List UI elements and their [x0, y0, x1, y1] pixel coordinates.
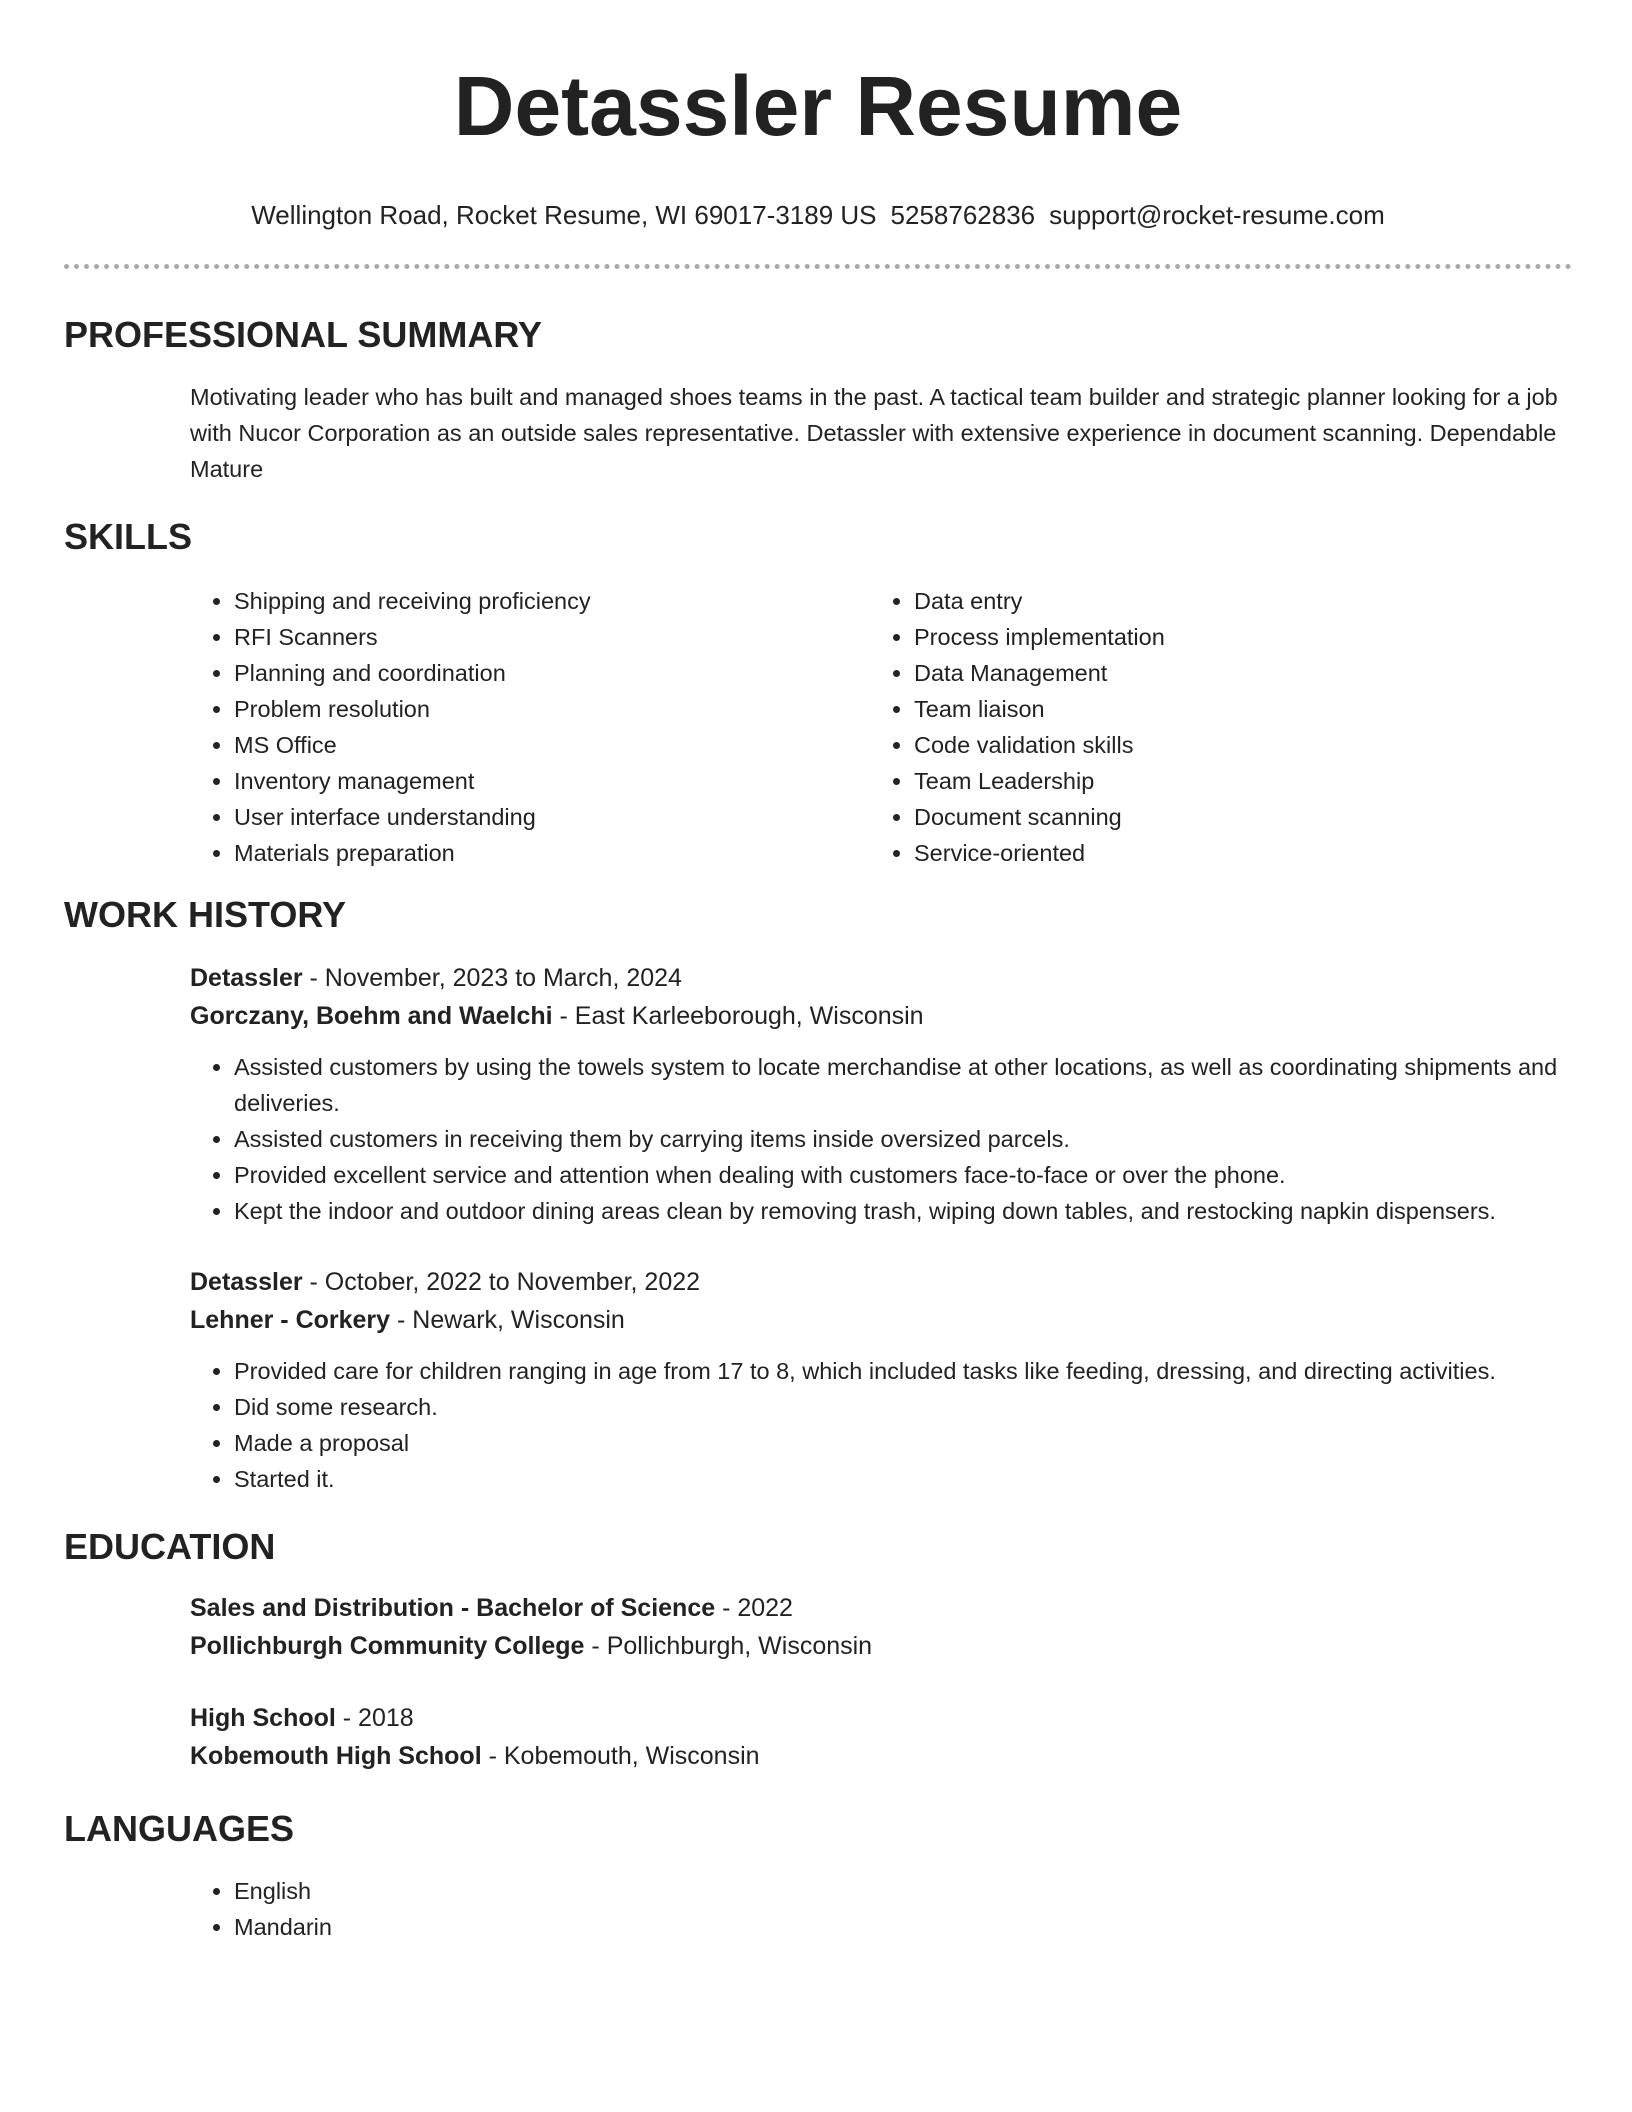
- languages-list: [190, 1873, 1572, 1945]
- education-degree: Sales and Distribution - Bachelor of Science: [190, 1594, 716, 1622]
- skill-item: • Materials preparation: [234, 835, 870, 871]
- skill-item: • MS Office: [234, 727, 870, 763]
- contact-address: Wellington Road, Rocket Resume, WI 69017-3189 US: [251, 200, 877, 230]
- contact-line: [64, 198, 1572, 232]
- summary-heading: PROFESSIONAL SUMMARY: [64, 314, 543, 355]
- education-school: Pollichburgh Community College: [190, 1632, 585, 1660]
- skills-section: [64, 515, 1572, 871]
- job-bullet: • Provided care for children ranging in age from 17 to 8, which included tasks like feeding, dressing, and directing activities.: [234, 1353, 1572, 1389]
- education-location: Pollichburgh, Wisconsin: [606, 1632, 873, 1660]
- job-bullet: • Assisted customers by using the towels system to locate merchandise at other locations, as well as coordinating shipments and deliveries.: [234, 1049, 1572, 1121]
- skill-item: • User interface understanding: [234, 799, 870, 835]
- job-dates: October, 2022 to November, 2022: [324, 1268, 701, 1296]
- resume-title: Detassler Resume: [453, 59, 1183, 153]
- work-section: [64, 893, 1572, 1497]
- job-entry: [190, 1263, 1572, 1497]
- skill-item: • Process implementation: [914, 619, 1550, 655]
- contact-email: support@rocket-resume.com: [1049, 200, 1385, 230]
- job-dates: November, 2023 to March, 2024: [324, 964, 682, 992]
- skill-item: • Service-oriented: [914, 835, 1550, 871]
- job-entry: [190, 959, 1572, 1229]
- job-title-line: Detassler - November, 2023 to March, 2024: [190, 964, 682, 992]
- job-role: Detassler: [190, 964, 303, 992]
- education-degree: High School: [190, 1704, 336, 1732]
- job-location: East Karleeborough, Wisconsin: [574, 1002, 924, 1030]
- job-title-line: Detassler - October, 2022 to November, 2022: [190, 1268, 701, 1296]
- job-bullet: • Made a proposal: [234, 1425, 1572, 1461]
- education-entry: [190, 1699, 1572, 1775]
- skills-heading: SKILLS: [64, 516, 193, 557]
- skills-left-list: [190, 583, 870, 871]
- job-bullet: • Did some research.: [234, 1389, 1572, 1425]
- education-entry: [190, 1589, 1572, 1665]
- work-heading: WORK HISTORY: [64, 894, 347, 935]
- languages-heading: LANGUAGES: [64, 1808, 295, 1849]
- summary-text: Motivating leader who has built and managed shoes teams in the past. A tactical team builder and strategic planner looking for a job with Nucor Corporation as an outside sales representative. Detassler with extensive experience in document scanning. Dependable Mature: [190, 384, 1558, 482]
- skill-item: • RFI Scanners: [234, 619, 870, 655]
- header-divider: [64, 264, 1572, 269]
- education-location: Kobemouth, Wisconsin: [503, 1742, 760, 1770]
- job-bullets: [190, 1049, 1572, 1229]
- skill-item: • Code validation skills: [914, 727, 1550, 763]
- job-employer: Gorczany, Boehm and Waelchi: [190, 1002, 553, 1030]
- education-school-line: Pollichburgh Community College - Pollichburgh, Wisconsin: [190, 1632, 873, 1660]
- contact-phone: 5258762836: [890, 200, 1036, 230]
- skill-item: • Document scanning: [914, 799, 1550, 835]
- summary-section: [64, 313, 1572, 487]
- job-bullets: [190, 1353, 1572, 1497]
- education-year: 2018: [358, 1704, 414, 1732]
- job-bullet: • Kept the indoor and outdoor dining areas clean by removing trash, wiping down tables, and restocking napkin dispensers.: [234, 1193, 1572, 1229]
- job-role: Detassler: [190, 1268, 303, 1296]
- job-bullet: • Started it.: [234, 1461, 1572, 1497]
- education-heading: EDUCATION: [64, 1526, 276, 1567]
- skill-item: • Data Management: [914, 655, 1550, 691]
- job-bullet: • Provided excellent service and attention when dealing with customers face-to-face or over the phone.: [234, 1157, 1572, 1193]
- skill-item: • Shipping and receiving proficiency: [234, 583, 870, 619]
- skill-item: • Team liaison: [914, 691, 1550, 727]
- skills-right-list: [870, 583, 1550, 871]
- skills-left-column: [190, 583, 870, 871]
- education-degree-line: High School - 2018: [190, 1704, 414, 1732]
- skill-item: • Inventory management: [234, 763, 870, 799]
- skills-columns: [190, 583, 1572, 871]
- languages-section: [64, 1807, 1572, 1945]
- education-year: 2022: [737, 1594, 793, 1622]
- job-employer: Lehner - Corkery: [190, 1306, 391, 1334]
- education-school: Kobemouth High School: [190, 1742, 482, 1770]
- education-school-line: Kobemouth High School - Kobemouth, Wisconsin: [190, 1742, 760, 1770]
- education-degree-line: Sales and Distribution - Bachelor of Science - 2022: [190, 1594, 793, 1622]
- job-employer-line: Lehner - Corkery - Newark, Wisconsin: [190, 1306, 625, 1334]
- job-bullet: • Assisted customers in receiving them by carrying items inside oversized parcels.: [234, 1121, 1572, 1157]
- skill-item: • Planning and coordination: [234, 655, 870, 691]
- skills-right-column: [870, 583, 1550, 871]
- job-employer-line: Gorczany, Boehm and Waelchi - East Karleeborough, Wisconsin: [190, 1002, 924, 1030]
- language-item: • Mandarin: [234, 1909, 1572, 1945]
- resume-page: [64, 0, 1572, 1945]
- education-section: [64, 1525, 1572, 1775]
- skill-item: • Problem resolution: [234, 691, 870, 727]
- skill-item: • Team Leadership: [914, 763, 1550, 799]
- job-location: Newark, Wisconsin: [412, 1306, 625, 1334]
- skill-item: • Data entry: [914, 583, 1550, 619]
- language-item: • English: [234, 1873, 1572, 1909]
